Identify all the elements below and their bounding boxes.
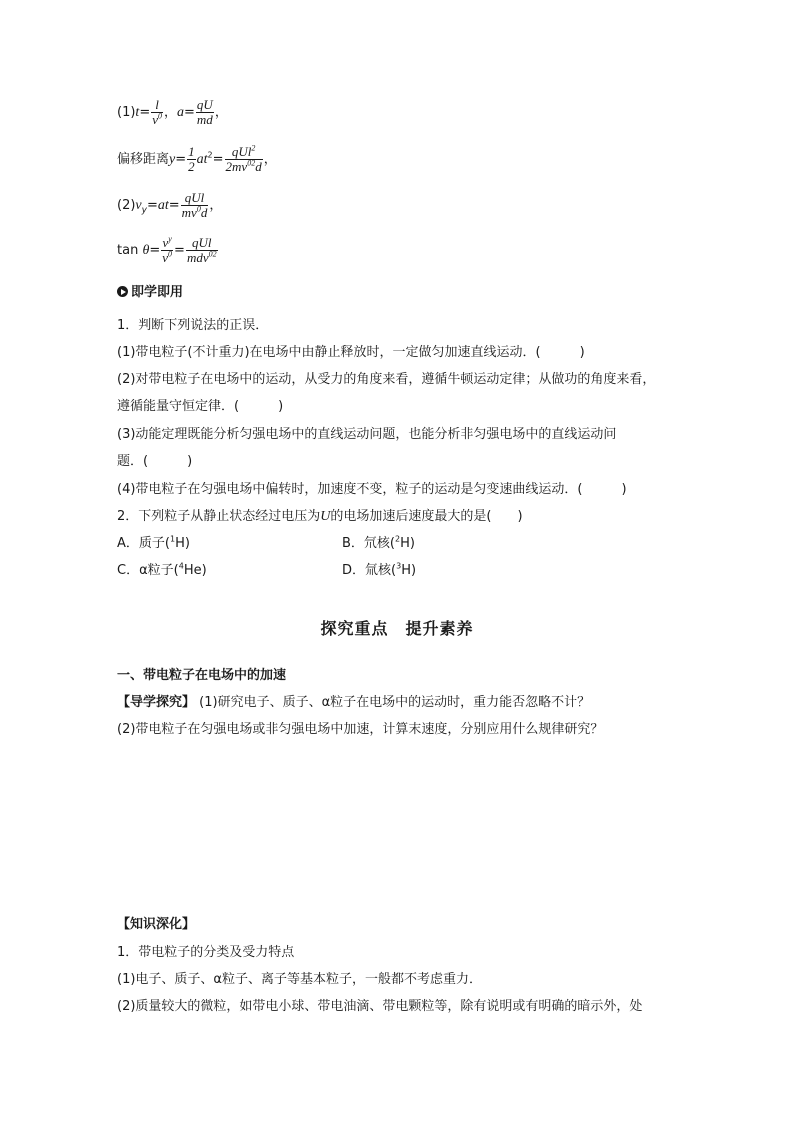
option-text: D．氚核( (342, 563, 397, 578)
var-at: at (157, 198, 169, 213)
guide-question-text: (1)研究电子、质子、α粒子在电场中的运动时，重力能否忽略不计？ (195, 695, 591, 710)
subsection-heading: 一、带电粒子在电场中的加速 (117, 668, 287, 683)
equals-sign: = (184, 105, 195, 120)
option-text: H) (175, 536, 190, 551)
denominator: 2 (188, 159, 195, 174)
superscript: 0 (158, 111, 162, 121)
subscript: y (141, 205, 147, 216)
option-text: A．质子( (117, 536, 170, 551)
superscript: y (168, 234, 172, 244)
var-u: U (320, 509, 331, 524)
denominator-text: v (162, 250, 169, 265)
option-c (117, 562, 207, 580)
section-title: 探究重点 提升素养 (320, 619, 474, 638)
superscript: 2 (395, 534, 401, 544)
practice-heading (117, 284, 183, 302)
var-t: t (135, 105, 140, 120)
option-b (342, 535, 415, 553)
denominator (186, 251, 218, 265)
equals-sign: = (212, 152, 224, 167)
superscript: 4 (178, 561, 184, 571)
denominator (161, 251, 173, 265)
equals-sign: = (149, 243, 161, 258)
guide-label: 【导学探究】 (117, 695, 196, 710)
fraction-one-half (187, 145, 196, 174)
fraction-qu-over-md (196, 98, 214, 127)
question-1-item-4: (4)带电粒子在匀强电场中偏转时，加速度不变，粒子的运动是匀变速曲线运动．( ) (117, 482, 627, 497)
superscript: 2 (251, 143, 256, 153)
equals-sign: = (168, 198, 180, 213)
denominator-text: mv (181, 205, 197, 220)
question-2-title (117, 508, 523, 526)
superscript: 02 (208, 249, 217, 259)
knowledge-item-1: 1．带电粒子的分类及受力特点 (117, 945, 295, 960)
question-text: 2．下列粒子从静止状态经过电压为 (117, 509, 321, 524)
equals-sign: = (139, 105, 151, 120)
option-a (117, 535, 190, 553)
question-1-item-2a: (2)对带电粒子在电场中的运动，从受力的角度来看，遵循牛顿运动定律；从做功的角度来看， (117, 372, 656, 387)
guide-question-1 (117, 694, 590, 712)
formula-time-acceleration (117, 98, 228, 127)
knowledge-label: 【知识深化】 (117, 917, 196, 932)
formula-label: (1) (117, 105, 136, 120)
var-a: a (177, 105, 185, 120)
fraction-qul-over-mv0d (181, 191, 209, 220)
numerator (225, 145, 263, 160)
option-text: H) (401, 563, 417, 578)
var-theta: θ (142, 243, 150, 258)
formula-label: (2) (117, 198, 136, 213)
fraction-deflection (225, 145, 263, 174)
numerator-text: qUl (231, 144, 252, 159)
question-text: 的电场加速后速度最大的是( ) (330, 509, 523, 524)
option-text: B．氘核( (342, 536, 395, 551)
separator: ， (164, 105, 178, 120)
guide-question-2: (2)带电粒子在匀强电场或非匀强电场中加速，计算末速度，分别应用什么规律研究？ (117, 722, 604, 737)
numerator: qUl (186, 236, 218, 251)
superscript: 3 (396, 561, 402, 571)
option-text: He) (183, 563, 207, 578)
formula-label: 偏移距离 (117, 152, 170, 167)
denominator (181, 206, 209, 220)
fraction-qul-over-mdv02 (186, 236, 218, 265)
option-d (342, 562, 416, 580)
denominator-text: v (152, 112, 158, 127)
numerator-text: v (162, 235, 169, 250)
option-text: H) (400, 536, 415, 551)
denominator-tail: d (255, 159, 262, 174)
denominator: md (196, 112, 213, 127)
formula-vy (117, 191, 222, 220)
separator: ， (209, 198, 223, 213)
fraction-l-over-v0 (151, 98, 163, 127)
superscript: 02 (247, 158, 256, 168)
tan-label: tan (117, 243, 139, 258)
equals-sign: = (174, 243, 185, 258)
superscript: 0 (168, 249, 173, 259)
option-text: C．α粒子( (117, 563, 179, 578)
numerator: qUl (181, 191, 209, 206)
equals-sign: = (146, 198, 158, 213)
separator: ， (263, 152, 277, 167)
denominator-text: mdv (186, 250, 209, 265)
numerator: l (151, 98, 163, 113)
superscript: 0 (196, 204, 201, 214)
formula-deflection (117, 145, 277, 174)
equals-sign: = (175, 152, 187, 167)
practice-heading-text: 即学即用 (131, 285, 184, 300)
knowledge-item-1-2: (2)质量较大的微粒，如带电小球、带电油滴、带电颗粒等，除有说明或有明确的暗示外，处 (117, 999, 643, 1014)
knowledge-item-1-1: (1)电子、质子、α粒子、离子等基本粒子，一般都不考虑重力． (117, 972, 482, 987)
superscript: 2 (207, 150, 213, 160)
question-1-item-2b: 遵循能量守恒定律．( ) (117, 399, 284, 414)
formula-tan-theta (117, 236, 219, 265)
denominator (225, 160, 263, 174)
denominator (151, 113, 163, 127)
question-1-item-3a: (3)动能定理既能分析匀强电场中的直线运动问题，也能分析非匀强电场中的直线运动问 (117, 427, 617, 442)
superscript: 1 (169, 534, 176, 544)
numerator: qU (196, 97, 213, 112)
denominator-text: 2mv (225, 159, 248, 174)
numerator: 1 (188, 144, 195, 159)
fraction-vy-over-v0 (161, 236, 173, 265)
question-1-item-1: (1)带电粒子(不计重力)在电场中由静止释放时，一定做匀加速直线运动．( ) (117, 345, 585, 360)
question-1-item-3b: 题．( ) (117, 454, 193, 469)
var-v: v (135, 198, 142, 213)
var-y: y (169, 152, 176, 167)
play-icon (117, 286, 128, 297)
var-at: at (196, 152, 208, 167)
denominator-tail: d (200, 205, 208, 220)
question-1-title: 1．判断下列说法的正误． (117, 318, 269, 333)
separator: ， (214, 105, 228, 120)
